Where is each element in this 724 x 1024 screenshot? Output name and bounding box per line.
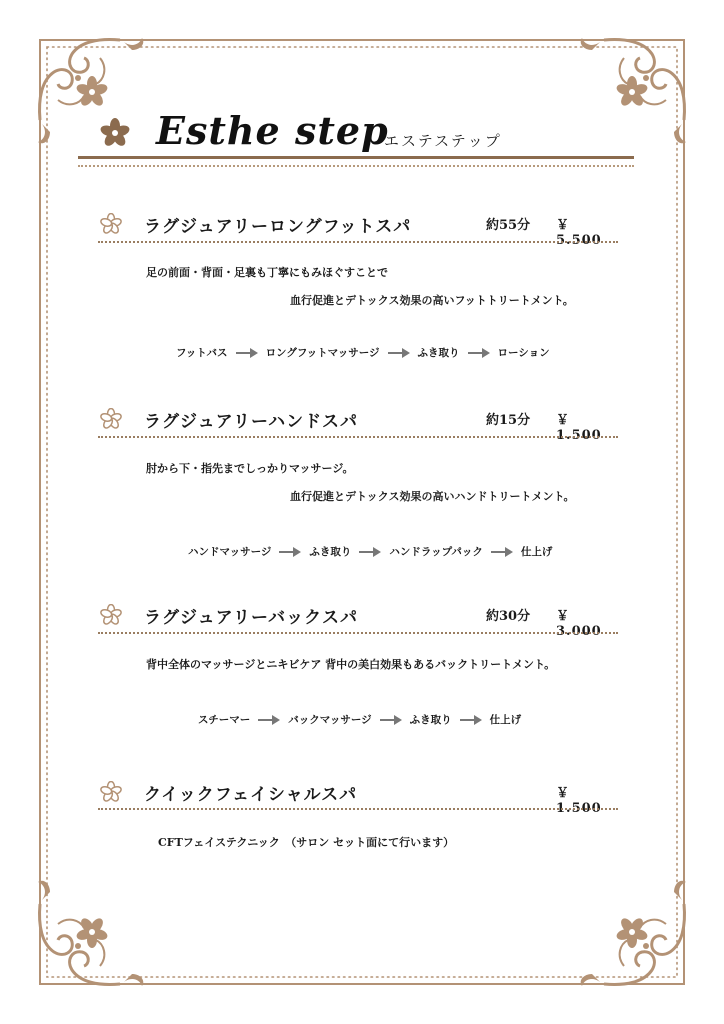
flower-icon — [100, 604, 122, 626]
flow-step: 仕上げ — [489, 714, 522, 726]
menu-item-quick-facial — [100, 778, 620, 816]
arrow-right-icon — [279, 547, 301, 557]
treatment-flow — [198, 712, 521, 727]
flow-step: ローション — [497, 347, 550, 359]
description-line: CFTフェイステクニック （サロン セット面にて行います） — [158, 836, 455, 849]
menu-item-time: 約15分 — [486, 413, 531, 428]
arrow-right-icon — [468, 348, 490, 358]
flow-step: バックマッサージ — [288, 714, 372, 726]
menu-item-name: ラグジュアリーバックスパ — [144, 608, 358, 628]
flow-step: ハンドラップパック — [389, 546, 483, 558]
flow-step: ふき取り — [409, 714, 452, 726]
section-divider — [98, 241, 618, 243]
flow-step: ふき取り — [417, 347, 460, 359]
treatment-flow — [188, 544, 552, 559]
flow-step: ふき取り — [309, 546, 352, 558]
menu-item-price: ￥ 1.500 — [556, 413, 602, 443]
description-line: 足の前面・背面・足裏も丁寧にもみほぐすことで — [146, 266, 388, 279]
arrow-right-icon — [359, 547, 381, 557]
menu-item-name: ラグジュアリーハンドスパ — [144, 412, 358, 432]
menu-item-foot-spa — [100, 210, 620, 248]
section-divider — [98, 632, 618, 634]
menu-item-hand-spa — [100, 405, 620, 443]
flow-step: ロングフットマッサージ — [265, 347, 380, 359]
flower-icon — [100, 213, 122, 235]
arrow-right-icon — [460, 715, 482, 725]
treatment-flow — [176, 345, 550, 360]
arrow-right-icon — [380, 715, 402, 725]
flow-step: ハンドマッサージ — [188, 546, 272, 558]
page-title: Esthe step — [156, 108, 389, 153]
menu-item-back-spa — [100, 601, 620, 639]
section-divider — [98, 808, 618, 810]
arrow-right-icon — [491, 547, 513, 557]
menu-item-time: 約55分 — [486, 218, 531, 233]
page-subtitle: エステステップ — [384, 132, 502, 150]
title-row — [100, 108, 640, 158]
menu-item-name: ラグジュアリーロングフットスパ — [144, 217, 412, 237]
menu-item-name: クイックフェイシャルスパ — [144, 785, 358, 805]
title-dotted-rule — [78, 165, 634, 167]
menu-item-price: ￥ 5.500 — [556, 218, 602, 248]
description-line: 背中全体のマッサージとニキビケア 背中の美白効果もあるバックトリートメント。 — [146, 658, 556, 671]
plumeria-icon — [100, 118, 130, 148]
description-line: 血行促進とデトックス効果の高いハンドトリートメント。 — [290, 490, 575, 503]
flower-icon — [100, 781, 122, 803]
description-line: 血行促進とデトックス効果の高いフットトリートメント。 — [290, 294, 574, 307]
section-divider — [98, 436, 618, 438]
flow-step: 仕上げ — [520, 546, 553, 558]
description-line: 肘から下・指先までしっかりマッサージ。 — [146, 462, 354, 475]
menu-item-price: ￥ 1.500 — [556, 786, 602, 816]
arrow-right-icon — [236, 348, 258, 358]
arrow-right-icon — [388, 348, 410, 358]
title-rule — [78, 156, 634, 159]
menu-item-price: ￥ 3.000 — [556, 609, 602, 639]
flow-step: フットバス — [176, 347, 228, 359]
flow-step: スチーマー — [198, 714, 251, 726]
flower-icon — [100, 408, 122, 430]
menu-item-time: 約30分 — [486, 609, 531, 624]
arrow-right-icon — [258, 715, 280, 725]
